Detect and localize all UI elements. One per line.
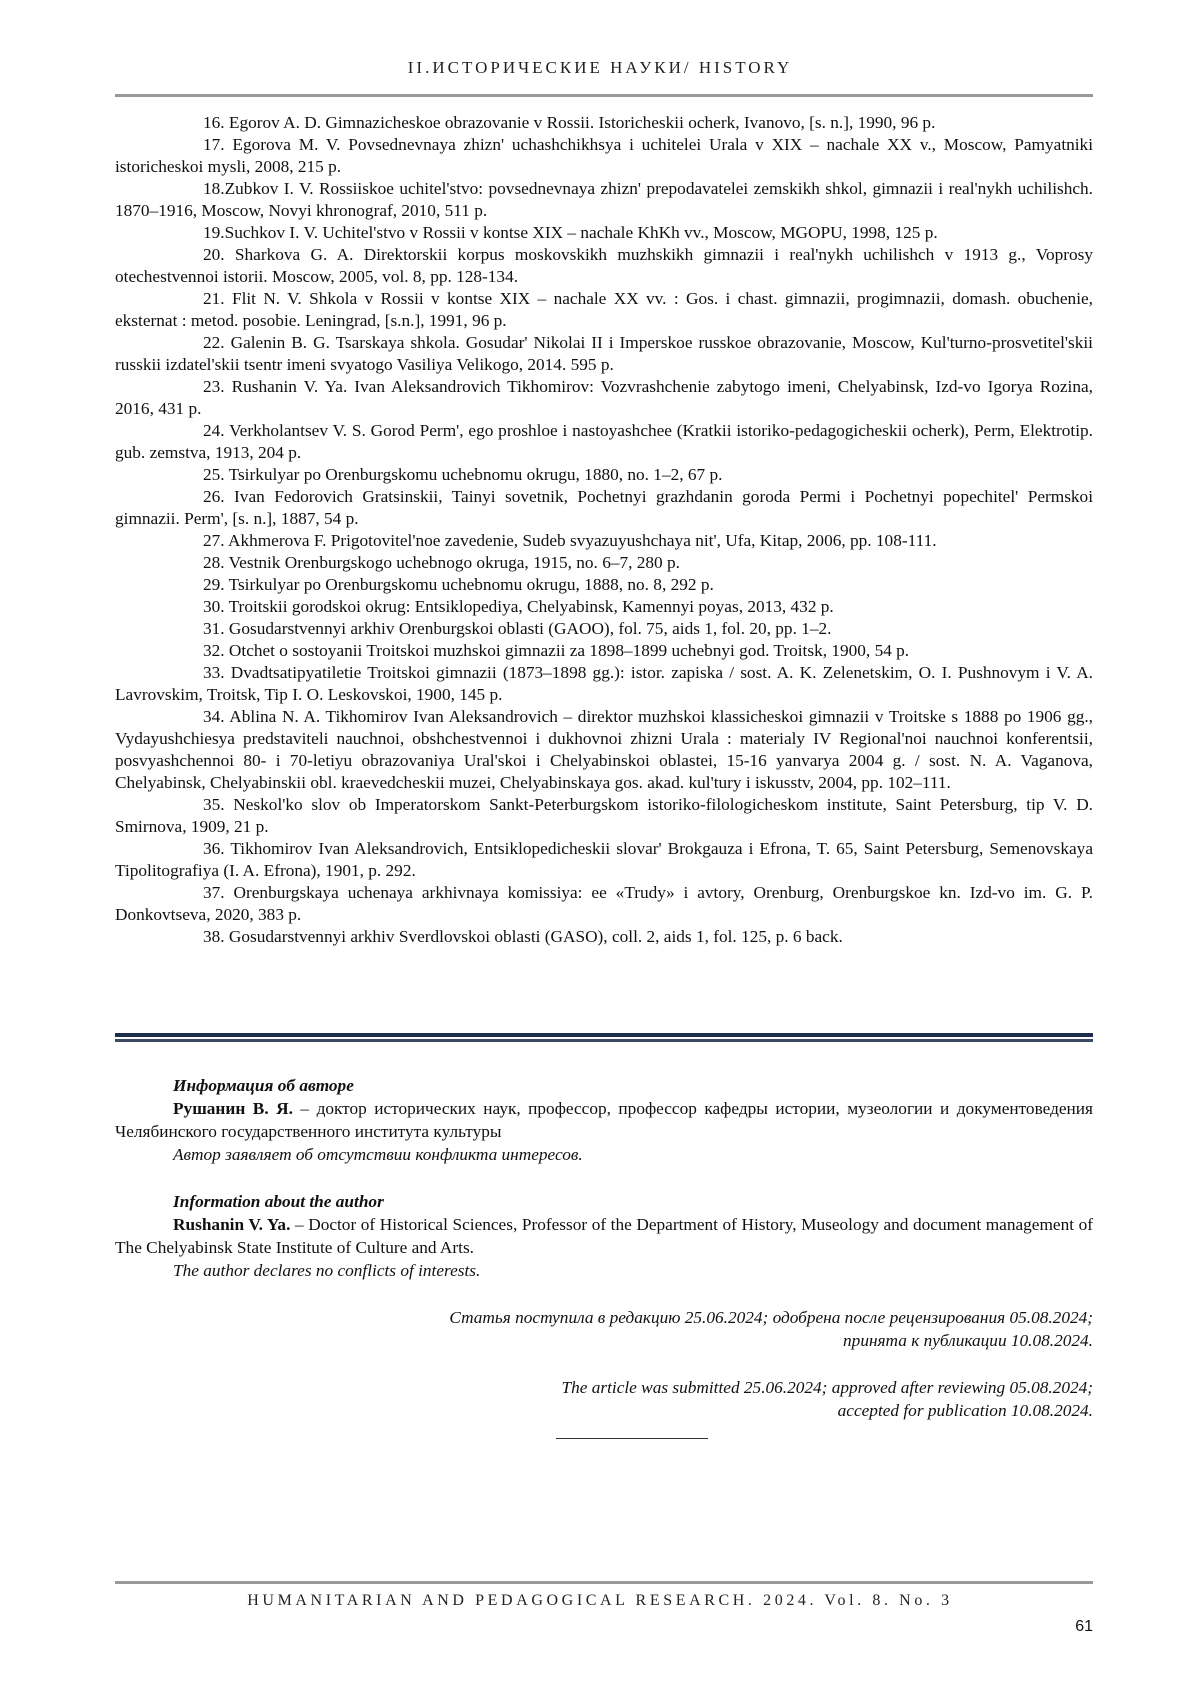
footer-divider bbox=[115, 1581, 1093, 1584]
reference-item: 18.Zubkov I. V. Rossiiskoe uchitel'stvo: povsednevnaya zhizn' prepodavatelei zemskikh shkol, gimnazii i real'nykh uchilishch. 1870–1916, Moscow, Novyi khronograf, 2010, 511 p. bbox=[115, 178, 1093, 222]
running-header: II.ИСТОРИЧЕСКИЕ НАУКИ/ HISTORY bbox=[0, 58, 1200, 78]
dates-ru-line2: принята к публикации 10.08.2024. bbox=[193, 1329, 1093, 1352]
dates-en-line1: The article was submitted 25.06.2024; approved after reviewing 05.08.2024; bbox=[193, 1376, 1093, 1399]
header-divider bbox=[115, 94, 1093, 97]
author-heading-ru: Информация об авторе bbox=[115, 1074, 1093, 1097]
author-info-ru bbox=[115, 1074, 1093, 1166]
reference-item: 17. Egorova M. V. Povsednevnaya zhizn' uchashchikhsya i uchitelei Urala v XIX – nachale XX v., Moscow, Pamyatniki istoricheskoi mysli, 2008, 215 p. bbox=[115, 134, 1093, 178]
reference-item: 33. Dvadtsatipyatiletie Troitskoi gimnazii (1873–1898 gg.): istor. zapiska / sost. A. K. Zelenetskim, O. I. Pushnovym i V. A. Lavrovskim, Troitsk, Tip I. O. Leskovskoi, 1900, 145 p. bbox=[115, 662, 1093, 706]
author-bio-ru bbox=[115, 1097, 1093, 1143]
reference-item: 30. Troitskii gorodskoi okrug: Entsiklopediya, Chelyabinsk, Kamennyi poyas, 2013, 432 p. bbox=[115, 596, 1093, 618]
reference-item: 28. Vestnik Orenburgskogo uchebnogo okruga, 1915, no. 6–7, 280 p. bbox=[115, 552, 1093, 574]
reference-list bbox=[115, 112, 1093, 948]
end-divider bbox=[556, 1438, 708, 1439]
reference-item: 27. Akhmerova F. Prigotovitel'noe zavedenie, Sudeb svyazuyushchaya nit', Ufa, Kitap, 2006, pp. 108-111. bbox=[115, 530, 1093, 552]
reference-item: 38. Gosudarstvennyi arkhiv Sverdlovskoi oblasti (GASO), coll. 2, aids 1, fol. 125, p. 6 back. bbox=[115, 926, 1093, 948]
dates-ru-line1: Статья поступила в редакцию 25.06.2024; одобрена после рецензирования 05.08.2024; bbox=[193, 1306, 1093, 1329]
reference-item: 26. Ivan Fedorovich Gratsinskii, Tainyi sovetnik, Pochetnyi grazhdanin goroda Permi i Pochetnyi popechitel' Permskoi gimnazii. Perm', [s. n.], 1887, 54 p. bbox=[115, 486, 1093, 530]
reference-item: 25. Tsirkulyar po Orenburgskomu uchebnomu okrugu, 1880, no. 1–2, 67 p. bbox=[115, 464, 1093, 486]
conflict-statement-en: The author declares no conflicts of interests. bbox=[115, 1259, 1093, 1282]
author-name-ru: Рушанин В. Я. bbox=[173, 1099, 293, 1118]
author-description-en: – Doctor of Historical Sciences, Professor of the Department of History, Museology and document management of The Chelyabinsk State Institute of Culture and Arts. bbox=[115, 1215, 1093, 1257]
reference-item: 36. Tikhomirov Ivan Aleksandrovich, Entsiklopedicheskii slovar' Brokgauza i Efrona, T. 65, Saint Petersburg, Semenovskaya Tipolitografiya (I. A. Efrona), 1901, p. 292. bbox=[115, 838, 1093, 882]
reference-item: 32. Otchet o sostoyanii Troitskoi muzhskoi gimnazii za 1898–1899 uchebnyi god. Troitsk, 1900, 54 p. bbox=[115, 640, 1093, 662]
reference-item: 29. Tsirkulyar po Orenburgskomu uchebnomu okrugu, 1888, no. 8, 292 p. bbox=[115, 574, 1093, 596]
reference-item: 24. Verkholantsev V. S. Gorod Perm', ego proshloe i nastoyashchee (Kratkii istoriko-pedagogicheskii ocherk), Perm, Elektrotip. gub. zemstva, 1913, 204 p. bbox=[115, 420, 1093, 464]
reference-item: 16. Egorov A. D. Gimnazicheskoe obrazovanie v Rossii. Istoricheskii ocherk, Ivanovo, [s. n.], 1990, 96 p. bbox=[115, 112, 1093, 134]
reference-item: 37. Orenburgskaya uchenaya arkhivnaya komissiya: ee «Trudy» i avtory, Orenburg, Orenburgskoe kn. Izd-vo im. G. P. Donkovtseva, 2020, 383 p. bbox=[115, 882, 1093, 926]
reference-item: 23. Rushanin V. Ya. Ivan Aleksandrovich Tikhomirov: Vozvrashchenie zabytogo imeni, Chelyabinsk, Izd-vo Igorya Rozina, 2016, 431 p. bbox=[115, 376, 1093, 420]
author-description-ru: – доктор исторических наук, профессор, профессор кафедры истории, музеологии и документоведения Челябинского государственного института культуры bbox=[115, 1099, 1093, 1141]
author-bio-en bbox=[115, 1213, 1093, 1259]
reference-item: 20. Sharkova G. A. Direktorskii korpus moskovskikh muzhskikh gimnazii i real'nykh uchilishch v 1913 g., Voprosy otechestvennoi istorii. Moscow, 2005, vol. 8, pp. 128-134. bbox=[115, 244, 1093, 288]
reference-item: 34. Ablina N. A. Tikhomirov Ivan Aleksandrovich – direktor muzhskoi klassicheskoi gimnazii v Troitske s 1888 po 1906 gg., Vydayushchiesya predstaviteli nauchnoi, obshchestvennoi i dukhovnoi zhizni Urala : materialy IV Regional'noi nauchnoi konferentsii, posvyashchennoi 80- i 70-letiyu obrazovaniya Ural'skoi i Chelyabinskoi oblastei, 15-16 yanvarya 2004 g. / sost. N. A. Vaganova, Chelyabinsk, Chelyabinskii obl. kraevedcheskii muzei, Chelyabinskaya gos. akad. kul'tury i iskusstv, 2004, pp. 102–111. bbox=[115, 706, 1093, 794]
reference-item: 22. Galenin B. G. Tsarskaya shkola. Gosudar' Nikolai II i Imperskoe russkoe obrazovanie, Moscow, Kul'turno-prosvetitel'skii russkii izdatel'skii tsentr imeni svyatogo Vasiliya Velikogo, 2014. 595 p. bbox=[115, 332, 1093, 376]
submission-dates-ru bbox=[193, 1306, 1093, 1352]
author-name-en: Rushanin V. Ya. bbox=[173, 1215, 290, 1234]
reference-item: 31. Gosudarstvennyi arkhiv Orenburgskoi oblasti (GAOO), fol. 75, aids 1, fol. 20, pp. 1–2. bbox=[115, 618, 1093, 640]
author-heading-en: Information about the author bbox=[115, 1190, 1093, 1213]
journal-footer: HUMANITARIAN AND PEDAGOGICAL RESEARCH. 2024. Vol. 8. No. 3 bbox=[0, 1592, 1200, 1610]
reference-item: 21. Flit N. V. Shkola v Rossii v kontse XIX – nachale XX vv. : Gos. i chast. gimnazii, progimnazii, domash. obuchenie, eksternat : metod. posobie. Leningrad, [s.n.], 1991, 96 p. bbox=[115, 288, 1093, 332]
section-divider bbox=[115, 1033, 1093, 1042]
author-info-en bbox=[115, 1190, 1093, 1282]
page-number: 61 bbox=[1075, 1618, 1093, 1636]
submission-dates-en bbox=[193, 1376, 1093, 1422]
conflict-statement-ru: Автор заявляет об отсутствии конфликта интересов. bbox=[115, 1143, 1093, 1166]
reference-item: 35. Neskol'ko slov ob Imperatorskom Sankt-Peterburgskom istoriko-filologicheskom institute, Saint Petersburg, tip V. D. Smirnova, 1909, 21 p. bbox=[115, 794, 1093, 838]
reference-item: 19.Suchkov I. V. Uchitel'stvo v Rossii v kontse XIX – nachale KhKh vv., Moscow, MGOPU, 1998, 125 p. bbox=[115, 222, 1093, 244]
dates-en-line2: accepted for publication 10.08.2024. bbox=[193, 1399, 1093, 1422]
